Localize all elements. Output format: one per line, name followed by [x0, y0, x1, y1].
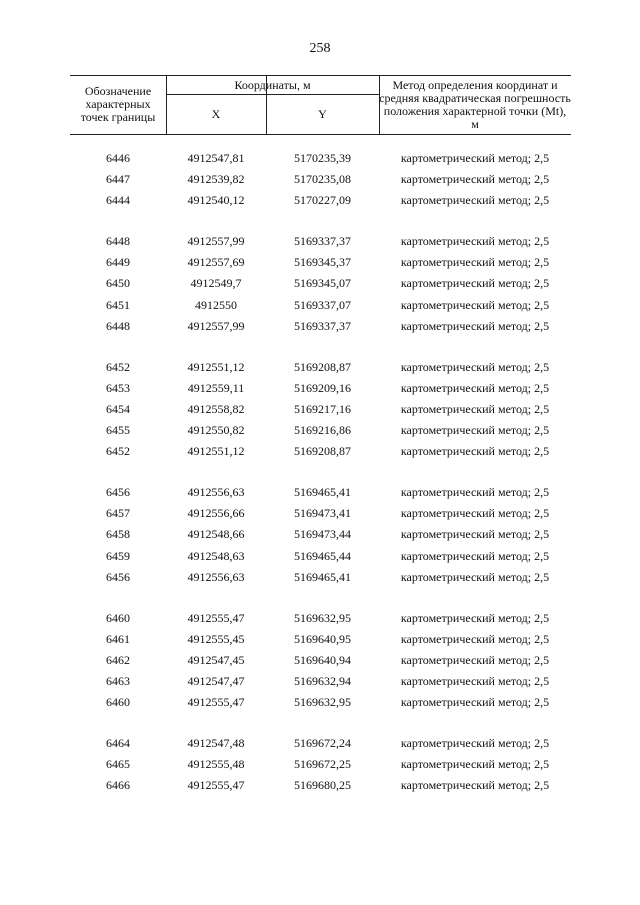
- row-group: [70, 733, 571, 796]
- table-row: [70, 357, 571, 378]
- y-cell: 5169337,37: [294, 234, 351, 249]
- point-cell: 6465: [106, 757, 130, 772]
- method-cell: картометрический метод; 2,5: [400, 151, 550, 165]
- point-cell: 6463: [106, 673, 130, 688]
- point-cell: 6453: [106, 380, 130, 395]
- x-cell: 4912555,48: [187, 757, 245, 772]
- x-cell: 4912556,63: [187, 485, 245, 500]
- table-row: [70, 295, 571, 316]
- x-cell: 4912555,47: [187, 610, 245, 625]
- x-cell: 4912557,99: [187, 234, 245, 249]
- y-cell: 5169217,16: [294, 401, 351, 416]
- y-cell: 5169216,86: [294, 423, 351, 438]
- method-cell: картометрический метод; 2,5: [400, 172, 550, 187]
- header-x-label: X: [211, 107, 221, 121]
- point-cell: 6449: [106, 255, 130, 270]
- method-cell: картометрический метод; 2,5: [400, 673, 550, 688]
- method-cell: картометрический метод; 2,5: [400, 569, 550, 584]
- table-row: [70, 273, 571, 294]
- y-cell: 5169473,41: [294, 506, 351, 521]
- y-cell: 5169640,94: [294, 652, 351, 667]
- table-row: [70, 546, 571, 567]
- point-cell: 6456: [106, 485, 130, 500]
- header-y-label: Y: [318, 107, 327, 121]
- x-cell: 4912559,11: [187, 380, 245, 395]
- table-row: [70, 503, 571, 524]
- x-cell: 4912540,12: [187, 193, 245, 208]
- point-cell: 6451: [106, 297, 130, 312]
- y-cell: 5169465,44: [294, 548, 351, 563]
- table-row: [70, 148, 571, 169]
- table-row: [70, 190, 571, 211]
- method-cell: картометрический метод; 2,5: [400, 485, 550, 500]
- y-cell: 5170227,09: [294, 193, 351, 208]
- y-cell: 5169632,95: [294, 695, 351, 710]
- y-cell: 5169473,44: [294, 527, 351, 542]
- point-cell: 6460: [106, 610, 130, 625]
- x-cell: 4912557,99: [187, 318, 245, 333]
- point-cell: 6447: [106, 172, 130, 187]
- header-method-label: Метод определения координат и средняя квадратическая погрешность положения характерной точки (Mt), м: [379, 78, 571, 131]
- y-cell: 5169208,87: [294, 444, 351, 459]
- point-cell: 6458: [106, 527, 130, 542]
- y-cell: 5169208,87: [294, 359, 351, 374]
- method-cell: картометрический метод; 2,5: [400, 401, 550, 416]
- method-cell: картометрический метод; 2,5: [400, 506, 550, 521]
- table-row: [70, 399, 571, 420]
- method-cell: картометрический метод; 2,5: [400, 757, 550, 772]
- method-cell: картометрический метод; 2,5: [400, 736, 550, 751]
- point-cell: 6466: [106, 778, 130, 793]
- table-row: [70, 420, 571, 441]
- row-group: [70, 482, 571, 587]
- x-cell: 4912551,12: [187, 359, 245, 374]
- method-cell: картометрический метод; 2,5: [400, 527, 550, 542]
- x-cell: 4912558,82: [187, 401, 245, 416]
- x-cell: 4912550,82: [187, 423, 245, 438]
- y-cell: 5169672,24: [294, 736, 351, 751]
- method-cell: картометрический метод; 2,5: [400, 359, 550, 374]
- x-cell: 4912556,63: [187, 569, 245, 584]
- method-cell: картометрический метод; 2,5: [400, 297, 550, 312]
- y-cell: 5169632,94: [294, 673, 351, 688]
- table-row: [70, 378, 571, 399]
- table-row: [70, 650, 571, 671]
- method-cell: картометрический метод; 2,5: [400, 652, 550, 667]
- header-point-label: Обозначение характерных точек границы: [80, 84, 156, 124]
- y-cell: 5169465,41: [294, 485, 351, 500]
- table-row: [70, 567, 571, 588]
- method-cell: картометрический метод; 2,5: [400, 444, 550, 459]
- table-row: [70, 231, 571, 252]
- row-group: [70, 148, 571, 211]
- point-cell: 6456: [106, 569, 130, 584]
- point-cell: 6444: [106, 193, 130, 208]
- table-row: [70, 754, 571, 775]
- y-cell: 5169337,37: [294, 318, 351, 333]
- point-cell: 6455: [106, 423, 130, 438]
- point-cell: 6448: [106, 318, 130, 333]
- y-cell: 5169209,16: [294, 380, 351, 395]
- method-cell: картометрический метод; 2,5: [400, 380, 550, 395]
- page-number: 258: [309, 41, 331, 56]
- point-cell: 6464: [106, 736, 130, 751]
- row-group: [70, 608, 571, 713]
- table-row: [70, 733, 571, 754]
- point-cell: 6448: [106, 234, 130, 249]
- y-cell: 5169672,25: [294, 757, 351, 772]
- y-cell: 5169640,95: [294, 631, 351, 646]
- method-cell: картометрический метод; 2,5: [400, 423, 550, 438]
- point-cell: 6452: [106, 359, 130, 374]
- y-cell: 5170235,39: [294, 151, 351, 165]
- point-cell: 6446: [106, 151, 130, 165]
- table-body: [70, 148, 571, 816]
- method-cell: картометрический метод; 2,5: [400, 548, 550, 563]
- y-cell: 5169337,07: [294, 297, 351, 312]
- y-cell: 5170235,08: [294, 172, 351, 187]
- header-coords-label: Координаты, м: [234, 78, 311, 92]
- point-cell: 6450: [106, 276, 130, 291]
- point-cell: 6454: [106, 401, 130, 416]
- x-cell: 4912556,66: [187, 506, 245, 521]
- method-cell: картометрический метод; 2,5: [400, 234, 550, 249]
- method-cell: картометрический метод; 2,5: [400, 318, 550, 333]
- table-row: [70, 252, 571, 273]
- x-cell: 4912547,47: [187, 673, 245, 688]
- x-cell: 4912551,12: [187, 444, 245, 459]
- table-row: [70, 692, 571, 713]
- method-cell: картометрический метод; 2,5: [400, 276, 550, 291]
- point-cell: 6459: [106, 548, 130, 563]
- x-cell: 4912547,81: [187, 151, 245, 165]
- table-row: [70, 629, 571, 650]
- x-cell: 4912549,7: [190, 276, 242, 291]
- table-row: [70, 169, 571, 190]
- header-divider: [166, 94, 379, 95]
- method-cell: картометрический метод; 2,5: [400, 610, 550, 625]
- y-cell: 5169345,07: [294, 276, 351, 291]
- y-cell: 5169465,41: [294, 569, 351, 584]
- x-cell: 4912548,63: [187, 548, 245, 563]
- x-cell: 4912557,69: [187, 255, 245, 270]
- table-row: [70, 316, 571, 337]
- row-group: [70, 231, 571, 336]
- y-cell: 5169632,95: [294, 610, 351, 625]
- table-row: [70, 441, 571, 462]
- table-row: [70, 608, 571, 629]
- x-cell: 4912547,45: [187, 652, 245, 667]
- table-row: [70, 671, 571, 692]
- x-cell: 4912555,47: [187, 695, 245, 710]
- x-cell: 4912550: [195, 297, 237, 312]
- table-header: [70, 75, 571, 135]
- point-cell: 6461: [106, 631, 130, 646]
- y-cell: 5169680,25: [294, 778, 351, 793]
- point-cell: 6452: [106, 444, 130, 459]
- method-cell: картометрический метод; 2,5: [400, 778, 550, 793]
- method-cell: картометрический метод; 2,5: [400, 255, 550, 270]
- x-cell: 4912555,45: [187, 631, 245, 646]
- method-cell: картометрический метод; 2,5: [400, 193, 550, 208]
- table-row: [70, 524, 571, 545]
- table-row: [70, 775, 571, 796]
- x-cell: 4912548,66: [187, 527, 245, 542]
- row-group: [70, 357, 571, 462]
- x-cell: 4912539,82: [187, 172, 245, 187]
- method-cell: картометрический метод; 2,5: [400, 631, 550, 646]
- x-cell: 4912555,47: [187, 778, 245, 793]
- point-cell: 6460: [106, 695, 130, 710]
- point-cell: 6462: [106, 652, 130, 667]
- table-row: [70, 482, 571, 503]
- y-cell: 5169345,37: [294, 255, 351, 270]
- x-cell: 4912547,48: [187, 736, 245, 751]
- method-cell: картометрический метод; 2,5: [400, 695, 550, 710]
- point-cell: 6457: [106, 506, 130, 521]
